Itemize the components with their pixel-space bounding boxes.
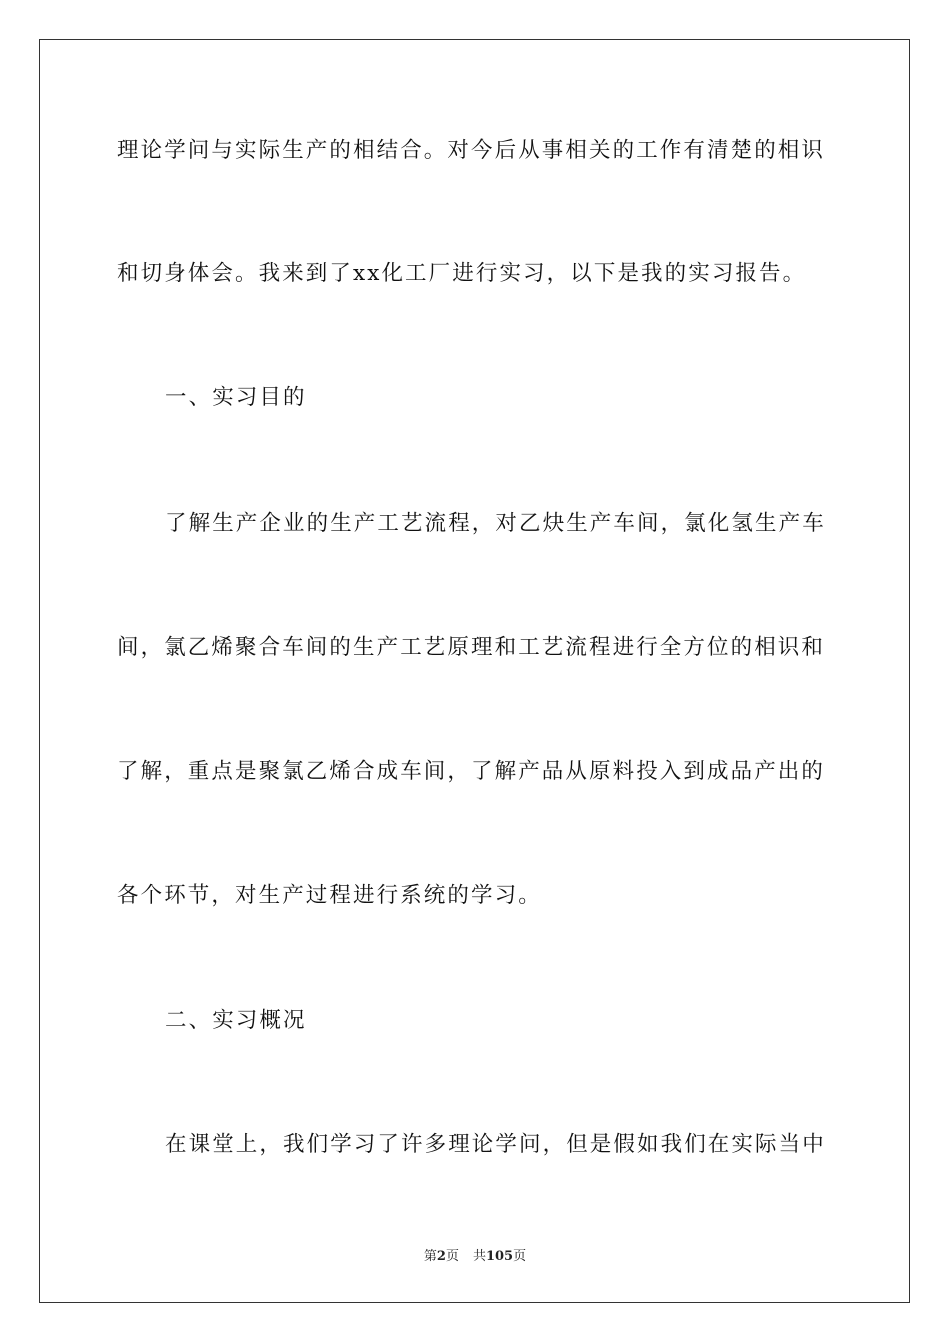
body-text-line-4: 间，氯乙烯聚合车间的生产工艺原理和工艺流程进行全方位的相识和 xyxy=(117,635,826,660)
body-text-line-5: 了解，重点是聚氯乙烯合成车间，了解产品从原料投入到成品产出的 xyxy=(117,759,826,784)
page-number: 2 xyxy=(436,1249,446,1264)
body-text-line-3: 了解生产企业的生产工艺流程，对乙炔生产车间，氯化氢生产车 xyxy=(165,511,826,536)
total-prefix: 共 xyxy=(472,1249,486,1264)
page-footer xyxy=(0,1248,950,1266)
section-heading-overview: 二、实习概况 xyxy=(165,1008,307,1033)
total-pages: 105 xyxy=(485,1249,514,1264)
page-suffix: 页 xyxy=(445,1249,459,1264)
section-heading-purpose: 一、实习目的 xyxy=(165,385,307,410)
total-suffix: 页 xyxy=(513,1249,527,1264)
body-text-line-6: 各个环节，对生产过程进行系统的学习。 xyxy=(117,883,542,908)
page-prefix: 第 xyxy=(423,1249,437,1264)
body-text-line-1: 理论学问与实际生产的相结合。对今后从事相关的工作有清楚的相识 xyxy=(117,138,826,163)
body-text-line-2: 和切身体会。我来到了xx化工厂进行实习，以下是我的实习报告。 xyxy=(117,261,807,286)
page-border xyxy=(39,39,910,1303)
body-text-line-7: 在课堂上，我们学习了许多理论学问，但是假如我们在实际当中 xyxy=(165,1132,826,1157)
